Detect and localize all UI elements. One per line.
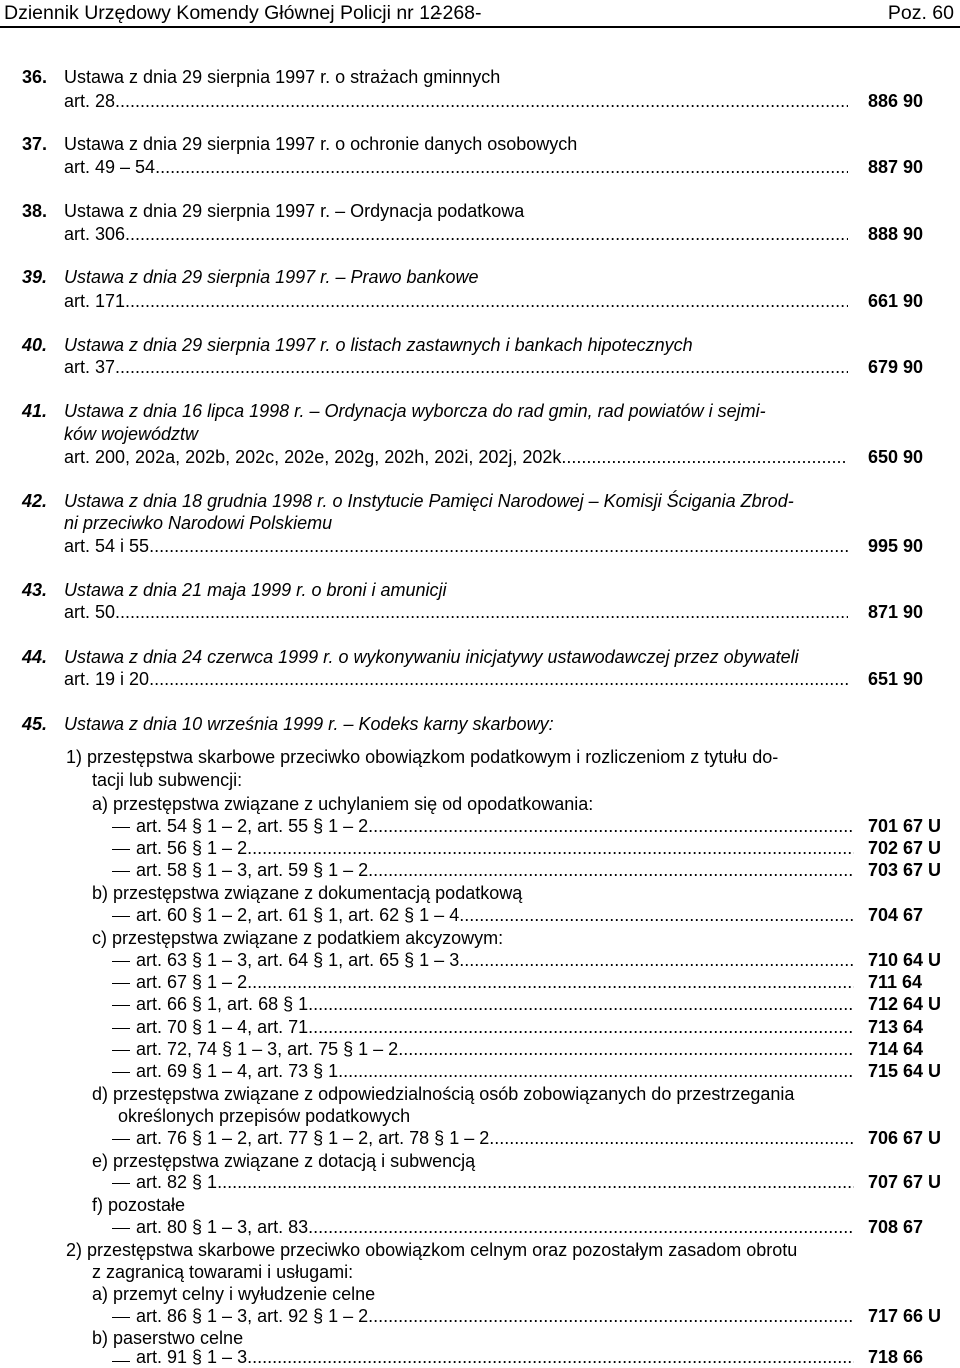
entry-44-article <box>64 668 848 690</box>
item-1f-1 <box>136 1216 854 1238</box>
entry-title: Ustawa z dnia 29 sierpnia 1997 r. o listach zastawnych i bankach hipotecznych <box>64 335 693 355</box>
article-ref: art. 63 § 1 – 3, art. 64 § 1, art. 65 § 1 – 3 <box>136 950 460 970</box>
entry-title: Ustawa z dnia 18 grudnia 1998 r. o Instytucie Pamięci Narodowej – Komisji Ścigania Zbrod- <box>64 491 794 511</box>
subsection-1e-label: e) przestępstwa związane z dotacją i subwencją <box>92 1151 476 1171</box>
entry-42-article <box>64 535 848 557</box>
item-1a-1-code: 701 67 U <box>868 816 942 836</box>
article-ref: art. 82 § 1 <box>136 1172 218 1192</box>
subsection-1d-label-cont: określonych przepisów podatkowych <box>118 1106 411 1126</box>
article-ref: art. 28 <box>64 91 116 111</box>
entry-41-article <box>64 446 848 468</box>
item-1a-2-code: 702 67 U <box>868 838 942 858</box>
entry-41 <box>0 400 940 422</box>
item-1c-4-code: 713 64 <box>868 1017 924 1037</box>
entry-title: Ustawa z dnia 24 czerwca 1999 r. o wykonywaniu inicjatywy ustawodawczej przez obywateli <box>64 647 799 667</box>
item-1a-1 <box>136 815 854 837</box>
entry-44-code: 651 90 <box>868 669 924 689</box>
dash-bullet <box>112 1028 130 1029</box>
entry-43-article <box>64 601 848 623</box>
item-1c-6 <box>136 1060 854 1082</box>
entry-title: Ustawa z dnia 16 lipca 1998 r. – Ordynacja wyborcza do rad gmin, rad powiatów i sejmi- <box>64 401 766 421</box>
entry-number: 36. <box>22 67 48 87</box>
article-ref: art. 76 § 1 – 2, art. 77 § 1 – 2, art. 78 § 1 – 2 <box>136 1128 490 1148</box>
entry-41-code: 650 90 <box>868 447 924 467</box>
entry-36 <box>0 66 940 88</box>
entry-38 <box>0 200 940 222</box>
article-ref: art. 306 <box>64 224 126 244</box>
dash-bullet <box>112 961 130 962</box>
entry-37-article <box>64 156 848 178</box>
article-ref: art. 69 § 1 – 4, art. 73 § 1 <box>136 1061 339 1081</box>
dash-bullet <box>112 871 130 872</box>
entry-number: 44. <box>22 647 48 667</box>
section-2-heading-cont: z zagranicą towarami i usługami: <box>92 1262 354 1282</box>
item-1c-5-code: 714 64 <box>868 1039 924 1059</box>
entry-title: Ustawa z dnia 29 sierpnia 1997 r. – Prawo bankowe <box>64 267 479 287</box>
dash-bullet <box>112 827 130 828</box>
subsection-2b-label: b) paserstwo celne <box>92 1328 244 1348</box>
item-1d-1-code: 706 67 U <box>868 1128 942 1148</box>
entry-title: Ustawa z dnia 21 maja 1999 r. o broni i amunicji <box>64 580 447 600</box>
dash-bullet <box>112 1005 130 1006</box>
subsection-1a-label: a) przestępstwa związane z uchylaniem się od opodatkowania: <box>92 794 594 814</box>
article-ref: art. 54 § 1 – 2, art. 55 § 1 – 2 <box>136 816 369 836</box>
entry-39-article <box>64 290 848 312</box>
item-1d-1 <box>136 1127 854 1149</box>
item-1f-1-code: 708 67 <box>868 1217 924 1237</box>
item-1c-6-code: 715 64 U <box>868 1061 942 1081</box>
entry-39 <box>0 266 940 288</box>
article-ref: art. 67 § 1 – 2 <box>136 972 248 992</box>
entry-40 <box>0 334 940 356</box>
article-ref: art. 86 § 1 – 3, art. 92 § 1 – 2 <box>136 1306 369 1326</box>
entry-39-code: 661 90 <box>868 291 924 311</box>
item-1b-1 <box>136 904 854 926</box>
dash-bullet <box>112 1072 130 1073</box>
entry-number: 42. <box>22 491 48 511</box>
dash-bullet <box>112 1228 130 1229</box>
item-1b-1-code: 704 67 <box>868 905 924 925</box>
item-1a-3-code: 703 67 U <box>868 860 942 880</box>
position-number: Poz. 60 <box>887 2 954 24</box>
entry-45 <box>0 713 940 735</box>
article-ref: art. 56 § 1 – 2 <box>136 838 248 858</box>
entry-43-code: 871 90 <box>868 602 924 622</box>
entry-title: Ustawa z dnia 29 sierpnia 1997 r. o ochronie danych osobowych <box>64 134 578 154</box>
dash-bullet <box>112 1183 130 1184</box>
entry-title: Ustawa z dnia 29 sierpnia 1997 r. o strażach gminnych <box>64 67 501 87</box>
entry-44 <box>0 646 940 668</box>
subsection-1f-label: f) pozostałe <box>92 1195 186 1215</box>
entry-number: 45. <box>22 714 48 734</box>
item-2a-1-code: 717 66 U <box>868 1306 942 1326</box>
section-1-heading: 1) przestępstwa skarbowe przeciwko obowiązkom podatkowym i rozliczeniom z tytułu do- <box>66 747 779 767</box>
item-1c-2 <box>136 971 854 993</box>
entry-number: 40. <box>22 335 48 355</box>
item-1a-2 <box>136 837 854 859</box>
article-ref: art. 60 § 1 – 2, art. 61 § 1, art. 62 § 1 – 4 <box>136 905 460 925</box>
entry-42 <box>0 490 940 512</box>
entry-number: 41. <box>22 401 48 421</box>
entry-number: 43. <box>22 580 48 600</box>
dash-bullet <box>112 1317 130 1318</box>
entry-42-title-cont: ni przeciwko Narodowi Polskiemu <box>64 513 333 533</box>
item-1c-3-code: 712 64 U <box>868 994 942 1014</box>
dash-bullet <box>112 1139 130 1140</box>
page-number: -268- <box>436 2 482 24</box>
article-ref: art. 66 § 1, art. 68 § 1 <box>136 994 309 1014</box>
section-1-heading-cont: tacji lub subwencji: <box>92 770 243 790</box>
article-ref: art. 171 <box>64 291 126 311</box>
article-ref: art. 19 i 20 <box>64 669 150 689</box>
dash-bullet <box>112 916 130 917</box>
article-ref: art. 54 i 55 <box>64 536 150 556</box>
entry-title: Ustawa z dnia 10 września 1999 r. – Kodeks karny skarbowy: <box>64 714 554 734</box>
item-1e-1 <box>136 1171 854 1193</box>
entry-37 <box>0 133 940 155</box>
entry-number: 39. <box>22 267 48 287</box>
dash-bullet <box>112 1050 130 1051</box>
item-1c-1-code: 710 64 U <box>868 950 942 970</box>
header-rule <box>0 26 960 28</box>
item-1e-1-code: 707 67 U <box>868 1172 942 1192</box>
dash-bullet <box>112 849 130 850</box>
entry-number: 37. <box>22 134 48 154</box>
entry-38-article <box>64 223 848 245</box>
article-ref: art. 80 § 1 – 3, art. 83 <box>136 1217 309 1237</box>
item-1c-4 <box>136 1016 854 1038</box>
entry-40-code: 679 90 <box>868 357 924 377</box>
dash-bullet <box>112 983 130 984</box>
item-1c-5 <box>136 1038 854 1060</box>
subsection-1d-label: d) przestępstwa związane z odpowiedzialnością osób zobowiązanych do przestrzegania <box>92 1084 795 1104</box>
article-ref: art. 91 § 1 – 3 <box>136 1347 248 1367</box>
article-ref: art. 50 <box>64 602 116 622</box>
section-2-heading: 2) przestępstwa skarbowe przeciwko obowiązkom celnym oraz pozostałym zasadom obrotu <box>66 1240 798 1260</box>
dash-bullet <box>112 1361 130 1362</box>
item-1c-1 <box>136 949 854 971</box>
article-ref: art. 72, 74 § 1 – 3, art. 75 § 1 – 2 <box>136 1039 399 1059</box>
entry-title: Ustawa z dnia 29 sierpnia 1997 r. – Ordynacja podatkowa <box>64 201 525 221</box>
item-1a-3 <box>136 859 854 881</box>
entry-number: 38. <box>22 201 48 221</box>
entry-40-article <box>64 356 848 378</box>
entry-36-code: 886 90 <box>868 91 924 111</box>
article-ref: art. 200, 202a, 202b, 202c, 202e, 202g, 202h, 202i, 202j, 202k <box>64 447 562 467</box>
item-2a-1 <box>136 1305 854 1327</box>
journal-title: Dziennik Urzędowy Komendy Głównej Policji nr 12 <box>4 2 441 24</box>
item-1c-2-code: 711 64 <box>868 972 923 992</box>
article-ref: art. 49 – 54 <box>64 157 156 177</box>
item-2b-1 <box>136 1346 854 1368</box>
subsection-2a-label: a) przemyt celny i wyłudzenie celne <box>92 1284 376 1304</box>
item-1c-3 <box>136 993 854 1015</box>
article-ref: art. 58 § 1 – 3, art. 59 § 1 – 2 <box>136 860 369 880</box>
subsection-1c-label: c) przestępstwa związane z podatkiem akcyzowym: <box>92 928 504 948</box>
entry-41-title-cont: ków województw <box>64 424 199 444</box>
item-2b-1-code: 718 66 <box>868 1347 924 1367</box>
subsection-1b-label: b) przestępstwa związane z dokumentacją podatkową <box>92 883 523 903</box>
entry-42-code: 995 90 <box>868 536 924 556</box>
entry-38-code: 888 90 <box>868 224 924 244</box>
entry-37-code: 887 90 <box>868 157 924 177</box>
article-ref: art. 70 § 1 – 4, art. 71 <box>136 1017 309 1037</box>
article-ref: art. 37 <box>64 357 116 377</box>
entry-43 <box>0 579 940 601</box>
entry-36-article <box>64 90 848 112</box>
